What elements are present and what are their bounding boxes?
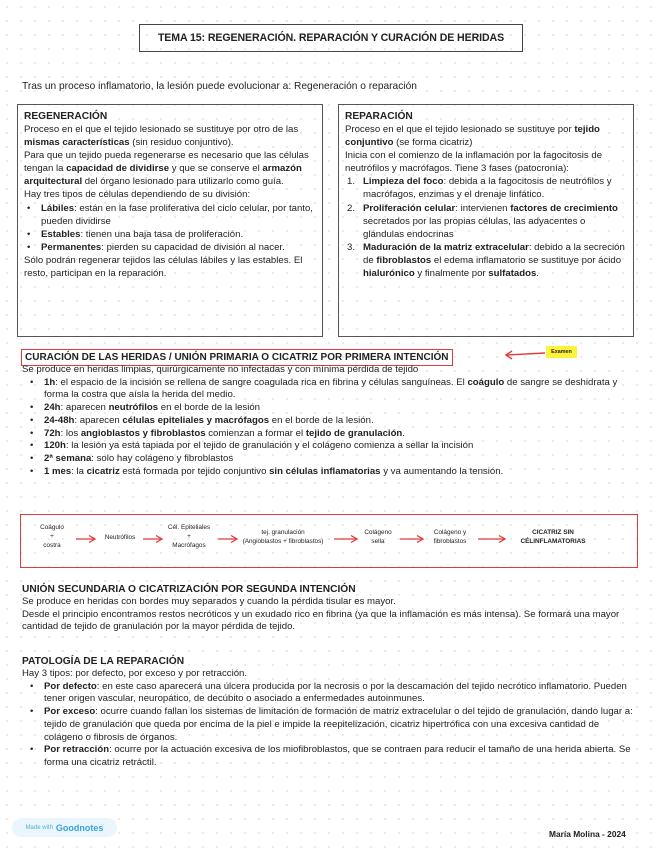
regeneracion-types-intro: Hay tres tipos de células dependiendo de su división: [24,189,251,201]
patologia-section [22,655,640,770]
curacion-heading: CURACIÓN DE LAS HERIDAS / UNIÓN PRIMARIA O CICATRIZ POR PRIMERA INTENCIÓN [21,349,453,366]
curacion-intro: Se produce en heridas limpias, quirúrgicamente no infectadas y con mínima pérdida de tejido [22,364,419,375]
arrow-left-icon [502,347,546,363]
goodnotes-badge [12,818,117,837]
author-signature: María Molina - 2024 [549,829,626,839]
list-item: • 24h: aparecen neutrófilos en el borde de la lesión [22,402,640,415]
list-item: 1. Limpieza del foco: debida a la fagocitosis de neutrófilos y macrófagos, enzimas y el drenaje linfático. [347,176,612,201]
cell-types-list [24,202,315,254]
list-item: • Estables: tienen una baja tasa de proliferación. [24,228,315,241]
reparacion-phases-intro: Inicia con el comienzo de la inflamación por la fagocitosis de neutrófilos y macrófagos. Tiene 3 fases (patocronía): [345,150,603,175]
list-item: 2. Proliferación celular: intervienen factores de crecimiento secretados por las propias células, las adyacentes o glándulas endocrinas [347,202,618,240]
flow-step-granulacion: tej. granulación (Angioblastos + fibroblastos) [242,529,324,545]
page-title [139,24,523,52]
arrow-right-icon [75,534,97,544]
secundaria-section [22,583,640,634]
reparacion-heading: REPARACIÓN [345,111,413,122]
regeneracion-requirement: Para que un tejido pueda regenerarse es necesario que las células tengan la capacidad de dividirse y que se conserve el armazón arquitectural del órgano lesionado para utilizarlo como guía. [24,150,309,188]
curacion-timeline [22,377,640,479]
reparacion-definition: Proceso en el que el tejido lesionado se sustituye por tejido conjuntivo (se forma cicatriz) [345,124,600,149]
secundaria-heading: UNIÓN SECUNDARIA O CICATRIZACIÓN POR SEGUNDA INTENCIÓN [22,584,356,595]
arrow-right-icon [333,534,359,544]
flow-step-cicatriz: CICATRIZ SIN CÉLINFLAMATORIAS [520,529,586,545]
curacion-body [22,364,640,478]
examen-tag: Examen [546,346,577,358]
patologia-heading: PATOLOGÍA DE LA REPARACIÓN [22,656,185,667]
regeneracion-heading: REGENERACIÓN [24,111,108,122]
patologia-list [22,681,640,770]
flow-step-colageno-sella: Colágeno sella [364,529,392,545]
arrow-right-icon [399,534,425,544]
secundaria-p2: Desde el principio encontramos restos necróticos y un exudado rico en fibrina (ya que la inflamación es más intensa). Se formará una mayor cantidad de tejido de granulación por la mayor pérdida de tejido. [22,608,620,633]
arrow-right-icon [477,534,507,544]
list-item: • 2ª semana: solo hay colágeno y fibroblastos [22,453,640,466]
list-item: • 72h: los angioblastos y fibroblastos comienzan a formar el tejido de granulación. [22,428,640,441]
regeneracion-definition: Proceso en el que el tejido lesionado se sustituye por otro de las mismas características (sin residuo conjuntivo). [24,124,299,149]
list-item: • Por retracción: ocurre por la actuación excesiva de los miofibroblastos, que se contraen para reducir el tamaño de una herida abierta. Se forma una cicatriz retráctil. [22,744,640,769]
regeneracion-note: Sólo podrán regenerar tejidos las células lábiles y las estables. El resto, participan en la reparación. [24,254,303,280]
list-item: • 24-48h: aparecen células epiteliales y macrófagos en el borde de la lesión. [22,415,640,428]
flow-step-neutrofilos: Neutrófilos [104,534,136,541]
healing-flow-diagram [20,514,638,568]
patologia-intro: Hay 3 tipos: por defecto, por exceso y por retracción. [22,668,248,679]
list-item: 3. Maduración de la matriz extracelular: debido a la secreción de fibroblastos el edema inflamatorio se sustituye por ácido hialurónico y finalmente por sulfatados. [347,241,625,280]
badge-small-text: Made with [25,824,53,831]
regeneracion-box [17,104,323,337]
reparacion-box [338,104,634,337]
list-item: • Lábiles: están en la fase proliferativa del ciclo celular, por tanto, pueden dividirse [24,202,315,228]
list-item: • 120h: la lesión ya está tapiada por el tejido de granulación y el colágeno comienza a sellar la incisión [22,440,640,453]
page-title-text: TEMA 15: REGENERACIÓN. REPARACIÓN Y CURACIÓN DE HERIDAS [157,32,505,44]
flow-step-colageno-fibroblastos: Colágeno y fibroblastos [433,529,467,545]
list-item: • Permanentes: pierden su capacidad de división al nacer. [24,241,315,254]
list-item: • 1h: el espacio de la incisión se rellena de sangre coagulada rica en fibrina y células sanguíneas. El coágulo de sangre se deshidrata y forma la costra que aísla la herida del medio. [22,377,640,402]
badge-brand-text: Goodnotes [55,822,104,833]
list-item: • Por exceso: ocurre cuando fallan los sistemas de limitación de formación de matriz extracelular o del tejido de granulación, dando lugar a: tejido de granulación que queda por encima de la piel e impide la reepitelización, cicatriz hipertrófica con una excesiva cantidad de colágeno o fibrosis de órganos. [22,706,640,744]
intro-text: Tras un proceso inflamatorio, la lesión puede evolucionar a: Regeneración o reparación [22,81,417,92]
list-item: • 1 mes: la cicatriz está formada por tejido conjuntivo sin células inflamatorias y va aumentando la tensión. [22,466,640,479]
list-item: • Por defecto: en este caso aparecerá una úlcera producida por la necrosis o por la descamación del tejido necrótico inflamatorio. Pueden tener origen vascular, neuropático, de decúbito o asociado a enfermedades autoinmunes. [22,681,640,706]
secundaria-p1: Se produce en heridas con bordes muy separados y cuando la pérdida tisular es mayor. [22,596,396,607]
phases-list [345,175,626,280]
flow-step-epiteliales: Cél. Epiteliales + Macrófagos [167,524,211,549]
flow-step-coagulo: Coágulo + costra [40,524,64,549]
